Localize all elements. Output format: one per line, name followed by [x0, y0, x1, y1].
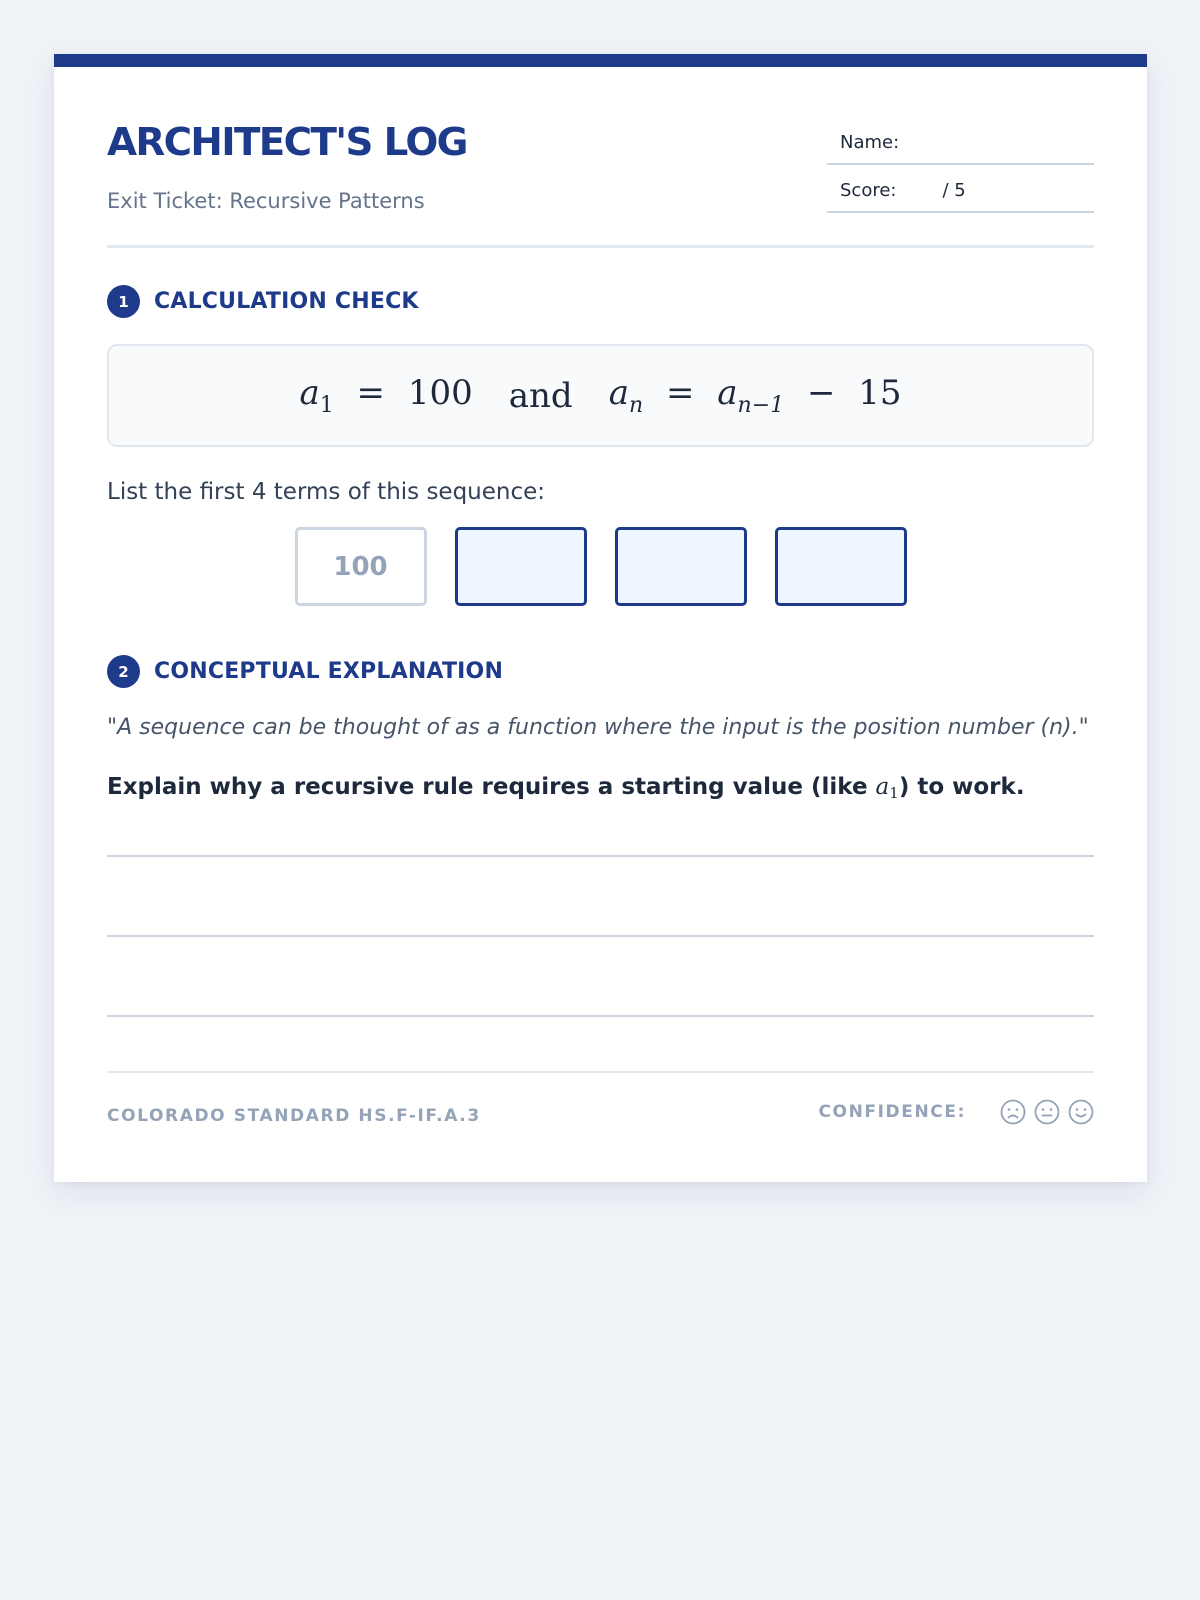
score-label: Score:	[840, 180, 897, 201]
answer-line[interactable]	[107, 935, 1094, 937]
section-number-badge: 2	[107, 655, 140, 688]
term-1-box: 100	[295, 527, 427, 606]
section-title: CONCEPTUAL EXPLANATION	[154, 659, 504, 684]
neutral-face-icon[interactable]	[1034, 1099, 1060, 1125]
terms-prompt: List the first 4 terms of this sequence:	[107, 479, 546, 505]
name-field[interactable]	[827, 117, 1094, 165]
standard-label: COLORADO STANDARD HS.F-IF.A.3	[107, 1106, 481, 1126]
sad-face-icon[interactable]	[1000, 1099, 1026, 1125]
section-conceptual-explanation	[107, 655, 503, 688]
header-divider	[107, 245, 1094, 248]
answer-line[interactable]	[107, 1015, 1094, 1017]
term-4-input[interactable]	[775, 527, 907, 606]
score-value: / 5	[942, 180, 966, 201]
happy-face-icon[interactable]	[1068, 1099, 1094, 1125]
score-field[interactable]	[827, 165, 1094, 213]
confidence-label: CONFIDENCE:	[818, 1102, 966, 1122]
name-label: Name:	[840, 132, 900, 153]
card-content	[107, 67, 1094, 1182]
question-text: Explain why a recursive rule requires a starting value (like $a_1$) to work.	[107, 774, 1025, 802]
terms-row	[107, 527, 1094, 606]
formula-box	[107, 344, 1094, 447]
page-title: ARCHITECT'S LOG	[107, 120, 467, 164]
page-subtitle: Exit Ticket: Recursive Patterns	[107, 189, 425, 213]
section-title: CALCULATION CHECK	[154, 289, 419, 314]
question-math: $a_1$	[875, 774, 899, 802]
formula-recursive-rule: $a_n = a_{n-1} - 15$	[608, 373, 902, 418]
section-number-badge: 1	[107, 285, 140, 318]
footer-divider	[107, 1071, 1094, 1073]
term-2-input[interactable]	[455, 527, 587, 606]
confidence-rating	[818, 1099, 1094, 1125]
exit-ticket-card	[54, 54, 1147, 1182]
formula-and: and	[508, 375, 573, 416]
answer-line[interactable]	[107, 855, 1094, 857]
section-calculation-check	[107, 285, 419, 318]
formula-first-term: $a_1 = 100$	[299, 373, 473, 418]
quote-text: "A sequence can be thought of as a function where the input is the position number (n)."	[107, 715, 1089, 740]
term-3-input[interactable]	[615, 527, 747, 606]
student-info	[827, 117, 1094, 213]
